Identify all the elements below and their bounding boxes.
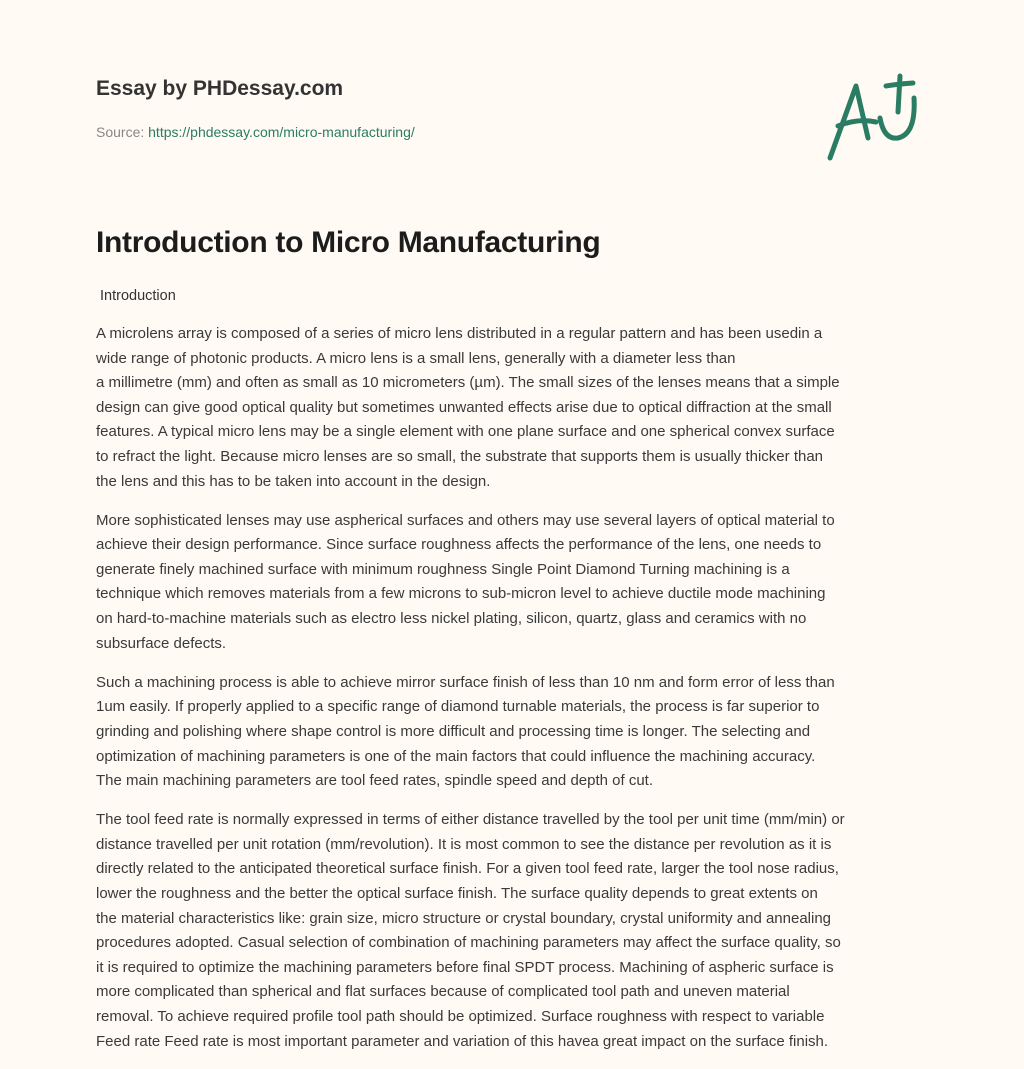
paragraph-line: Such a machining process is able to achieve mirror surface finish of less than 10 nm and form error of less than bbox=[96, 673, 835, 691]
paragraph-line: subsurface defects. bbox=[96, 634, 227, 652]
paragraph-line: directly related to the anticipated theoretical surface finish. For a given tool feed rate, larger the tool nose radius, bbox=[96, 860, 839, 878]
paragraph-line: 1um easily. If properly applied to a specific range of diamond turnable materials, the process is far superior to bbox=[96, 698, 820, 716]
paragraph-line: lower the roughness and the better the optical surface finish. The surface quality depends to great extents on bbox=[96, 884, 818, 902]
paragraph-line: features. A typical micro lens may be a single element with one plane surface and one spherical convex surface bbox=[96, 423, 835, 441]
paragraph-line: it is required to optimize the machining parameters before final SPDT process. Machining of aspheric surface is bbox=[96, 958, 834, 976]
paragraph bbox=[96, 322, 946, 494]
paragraph-line: generate finely machined surface with minimum roughness Single Point Diamond Turning machining is a bbox=[96, 560, 790, 578]
paragraph-line: Feed rate Feed rate is most important parameter and variation of this havea great impact on the surface finish. bbox=[96, 1032, 829, 1050]
paragraph-line: achieve their design performance. Since surface roughness affects the performance of the lens, one needs to bbox=[96, 536, 822, 554]
paragraph-line: More sophisticated lenses may use aspherical surfaces and others may use several layers of optical material to bbox=[96, 511, 835, 529]
essay-body bbox=[96, 322, 946, 1069]
paragraph-line: the lens and this has to be taken into account in the design. bbox=[96, 472, 491, 490]
paragraph-line: more complicated than spherical and flat surfaces because of complicated tool path and uneven material bbox=[96, 983, 790, 1001]
section-heading: Introduction bbox=[100, 288, 176, 304]
source-line bbox=[96, 124, 415, 140]
paragraph-line: on hard-to-machine materials such as electro less nickel plating, silicon, quartz, glass and ceramics with no bbox=[96, 610, 807, 628]
paragraph-line: removal. To achieve required profile tool path should be optimized. Surface roughness with respect to variable bbox=[96, 1007, 825, 1025]
paragraph-line: A microlens array is composed of a series of micro lens distributed in a regular pattern and has been usedin a bbox=[96, 325, 823, 342]
paragraph bbox=[96, 509, 946, 657]
paragraph-line: optimization of machining parameters is one of the main factors that could influence the machining accuracy. bbox=[96, 747, 816, 765]
paragraph-line: the material characteristics like: grain size, micro structure or crystal boundary, crystal uniformity and annealing bbox=[96, 909, 832, 927]
paragraph-line: a millimetre (mm) and often as small as 10 micrometers (µm). The small sizes of the lenses means that a simple bbox=[96, 374, 840, 392]
paragraph-line: design can give good optical quality but sometimes unwanted effects arise due to optical diffraction at the small bbox=[96, 398, 832, 416]
paragraph bbox=[96, 671, 946, 794]
page-title: Introduction to Micro Manufacturing bbox=[96, 226, 601, 259]
source-link[interactable]: https://phdessay.com/micro-manufacturing/ bbox=[148, 124, 415, 140]
source-label: Source: bbox=[96, 124, 149, 140]
paragraph-line: The tool feed rate is normally expressed in terms of either distance travelled by the tool per unit time (mm/min) or bbox=[96, 811, 845, 829]
paragraph-line: grinding and polishing where shape control is more difficult and processing time is longer. The selecting and bbox=[96, 722, 811, 740]
paragraph-line: The main machining parameters are tool feed rates, spindle speed and depth of cut. bbox=[96, 772, 653, 790]
paragraph-line: procedures adopted. Casual selection of combination of machining parameters may affect the surface quality, so bbox=[96, 934, 841, 952]
a-plus-logo-icon bbox=[818, 68, 928, 168]
paragraph-line: to refract the light. Because micro lenses are so small, the substrate that supports them is usually thicker than bbox=[96, 447, 824, 465]
paragraph bbox=[96, 808, 946, 1054]
paragraph-line: wide range of photonic products. A micro lens is a small lens, generally with a diameter less than bbox=[96, 349, 736, 367]
site-brand: Essay by PHDessay.com bbox=[96, 77, 344, 100]
paragraph-line: distance travelled per unit rotation (mm/revolution). It is most common to see the distance per revolution as it is bbox=[96, 835, 832, 853]
paragraph-line: technique which removes materials from a few microns to sub-micron level to achieve ductile mode machining bbox=[96, 585, 826, 603]
